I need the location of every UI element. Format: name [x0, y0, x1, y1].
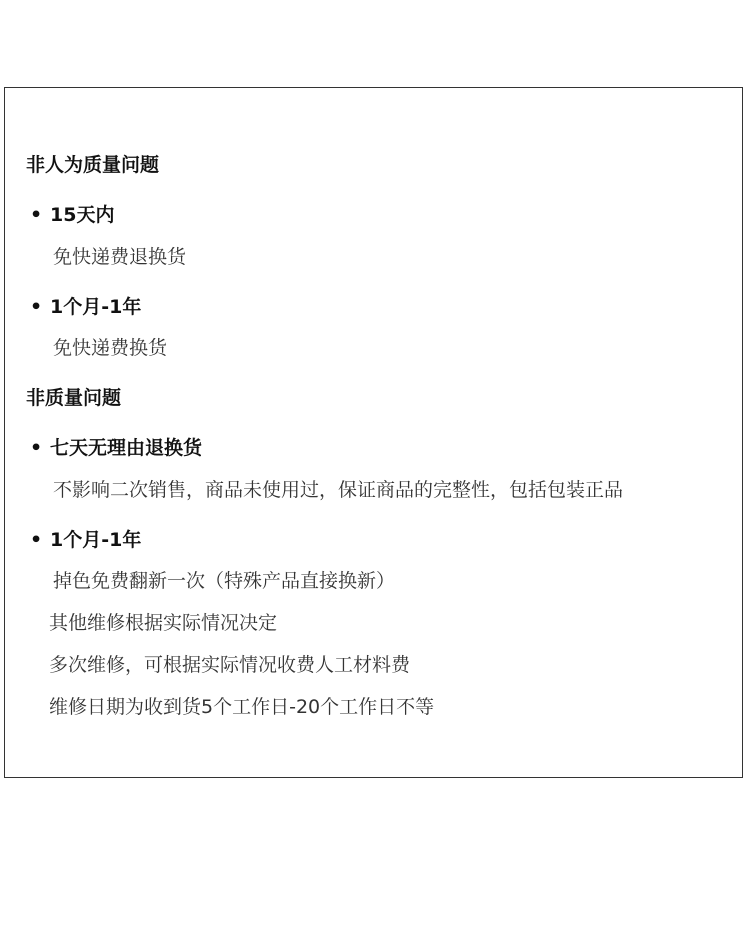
- section-title-non-quality-issue: 非质量问题: [26, 387, 122, 409]
- bullet-icon: •: [30, 204, 43, 226]
- policy-note: 多次维修，可根据实际情况收费人工材料费: [49, 654, 411, 676]
- policy-note: 维修日期为收到货5个工作日-20个工作日不等: [49, 696, 435, 718]
- policy-item-label: 1个月-1年: [50, 296, 142, 318]
- policy-item-label: 七天无理由退换货: [50, 437, 203, 459]
- policy-item-detail: 免快递费换货: [53, 337, 168, 359]
- policy-item-7-days-return: [30, 436, 202, 460]
- policy-item-1-month-1-year-refurbish: [30, 528, 141, 552]
- bullet-icon: •: [30, 296, 43, 318]
- policy-item-detail: 掉色免费翻新一次（特殊产品直接换新）: [53, 570, 396, 592]
- policy-item-15-days: [30, 203, 114, 227]
- bullet-icon: •: [30, 529, 43, 551]
- bullet-icon: •: [30, 437, 43, 459]
- policy-item-detail: 免快递费退换货: [53, 246, 187, 268]
- policy-item-label: 1个月-1年: [50, 529, 142, 551]
- policy-note: 其他维修根据实际情况决定: [49, 612, 278, 634]
- policy-item-label: 15天内: [50, 204, 115, 226]
- policy-item-detail: 不影响二次销售，商品未使用过，保证商品的完整性，包括包装正品: [53, 479, 624, 501]
- policy-item-1-month-1-year: [30, 295, 141, 319]
- after-sales-policy-box: [4, 87, 743, 778]
- section-title-quality-issue: 非人为质量问题: [26, 154, 160, 176]
